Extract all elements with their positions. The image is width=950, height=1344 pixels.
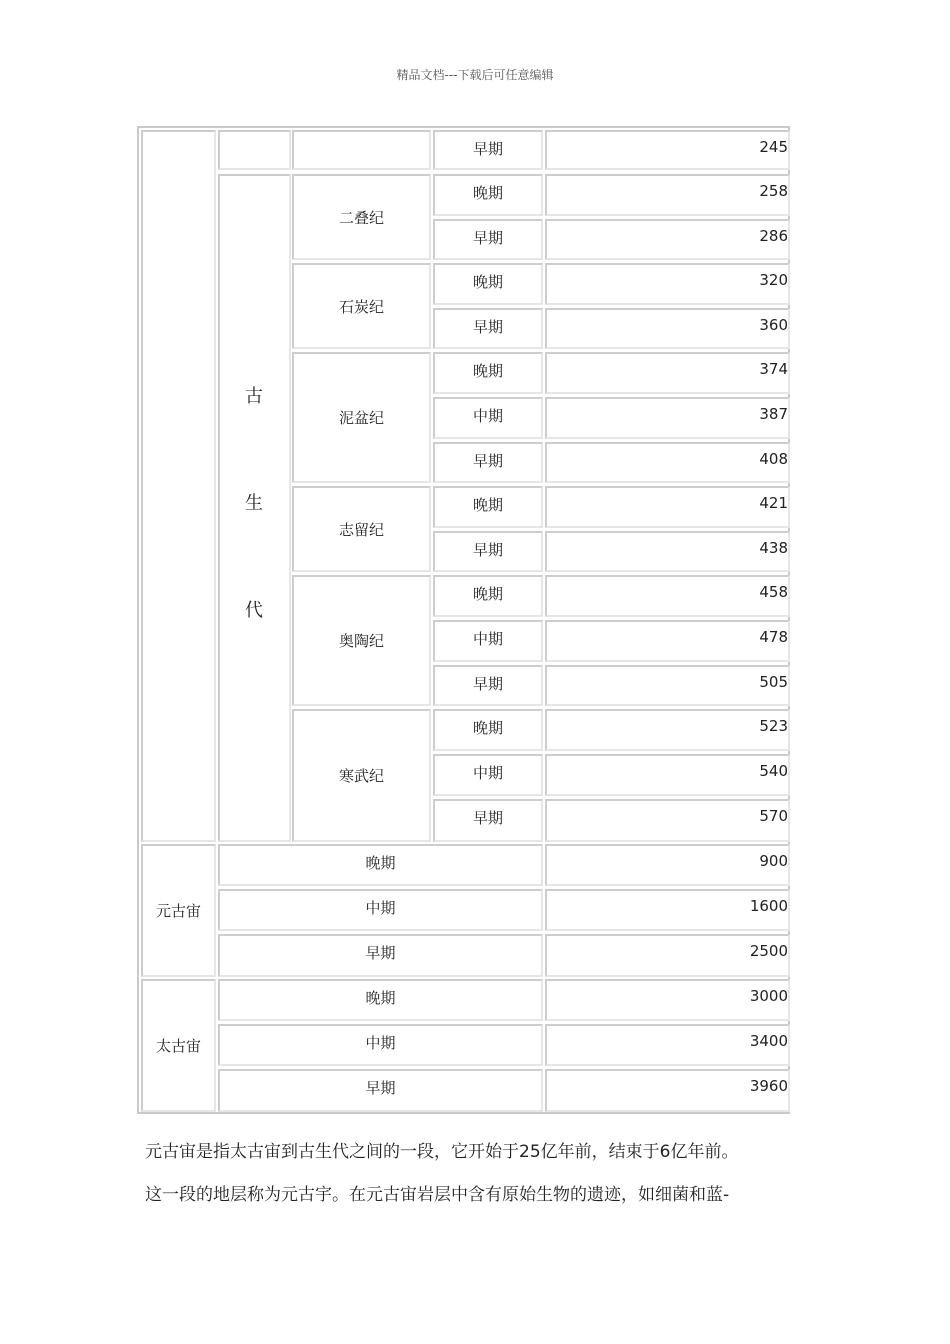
period-cell: 晚期 <box>433 352 543 394</box>
period-cell: 中期 <box>218 889 543 931</box>
age-cell: 387 <box>545 397 790 439</box>
period-cell: 早期 <box>433 130 543 170</box>
age-cell: 245 <box>545 130 790 170</box>
age-cell: 523 <box>545 709 790 751</box>
age-cell: 421 <box>545 486 790 528</box>
period-cell: 早期 <box>433 665 543 706</box>
age-cell: 320 <box>545 263 790 305</box>
eon-cell-proterozoic: 元古宙 <box>141 844 216 977</box>
period-cell: 中期 <box>218 1024 543 1066</box>
period-cell: 晚期 <box>433 174 543 216</box>
system-cell: 志留纪 <box>292 486 431 572</box>
eon-cell-continued <box>141 130 216 842</box>
age-cell: 505 <box>545 665 790 706</box>
age-cell: 570 <box>545 799 790 842</box>
age-cell: 540 <box>545 754 790 796</box>
period-cell: 早期 <box>433 799 543 842</box>
system-cell: 奥陶纪 <box>292 575 431 706</box>
age-cell: 2500 <box>545 934 790 977</box>
age-cell: 408 <box>545 442 790 483</box>
period-cell: 晚期 <box>433 263 543 305</box>
age-cell: 900 <box>545 844 790 886</box>
period-cell: 中期 <box>433 620 543 662</box>
body-paragraph-line: 元古宙是指太古宙到古生代之间的一段，它开始于25亿年前，结束于6亿年前。 <box>145 1142 739 1162</box>
age-cell: 478 <box>545 620 790 662</box>
age-cell: 3400 <box>545 1024 790 1066</box>
period-cell: 早期 <box>433 219 543 260</box>
age-cell: 438 <box>545 531 790 572</box>
system-cell: 寒武纪 <box>292 709 431 842</box>
age-cell: 286 <box>545 219 790 260</box>
period-cell: 中期 <box>433 754 543 796</box>
period-cell: 早期 <box>218 934 543 977</box>
era-label-char: 代 <box>245 600 263 621</box>
age-cell: 258 <box>545 174 790 216</box>
period-cell: 晚期 <box>433 709 543 751</box>
period-cell: 晚期 <box>218 844 543 886</box>
eon-cell-archean: 太古宙 <box>141 979 216 1112</box>
age-cell: 1600 <box>545 889 790 931</box>
system-cell: 泥盆纪 <box>292 352 431 483</box>
period-cell: 晚期 <box>433 486 543 528</box>
period-cell: 早期 <box>218 1069 543 1112</box>
page-header: 精品文档---下载后可任意编辑 <box>396 68 554 82</box>
era-label-char: 古 <box>245 386 263 407</box>
period-cell: 晚期 <box>218 979 543 1021</box>
age-cell: 3000 <box>545 979 790 1021</box>
age-cell: 3960 <box>545 1069 790 1112</box>
period-cell: 早期 <box>433 531 543 572</box>
system-cell: 二叠纪 <box>292 174 431 260</box>
era-cell-continued <box>218 130 291 170</box>
period-cell: 早期 <box>433 442 543 483</box>
period-cell: 晚期 <box>433 575 543 617</box>
system-cell-continued <box>292 130 431 170</box>
age-cell: 458 <box>545 575 790 617</box>
age-cell: 360 <box>545 308 790 349</box>
period-cell: 早期 <box>433 308 543 349</box>
system-cell: 石炭纪 <box>292 263 431 349</box>
period-cell: 中期 <box>433 397 543 439</box>
body-paragraph-line: 这一段的地层称为元古宇。在元古宙岩层中含有原始生物的遗迹，如细菌和蓝- <box>145 1185 730 1205</box>
era-label-char: 生 <box>245 493 263 514</box>
age-cell: 374 <box>545 352 790 394</box>
